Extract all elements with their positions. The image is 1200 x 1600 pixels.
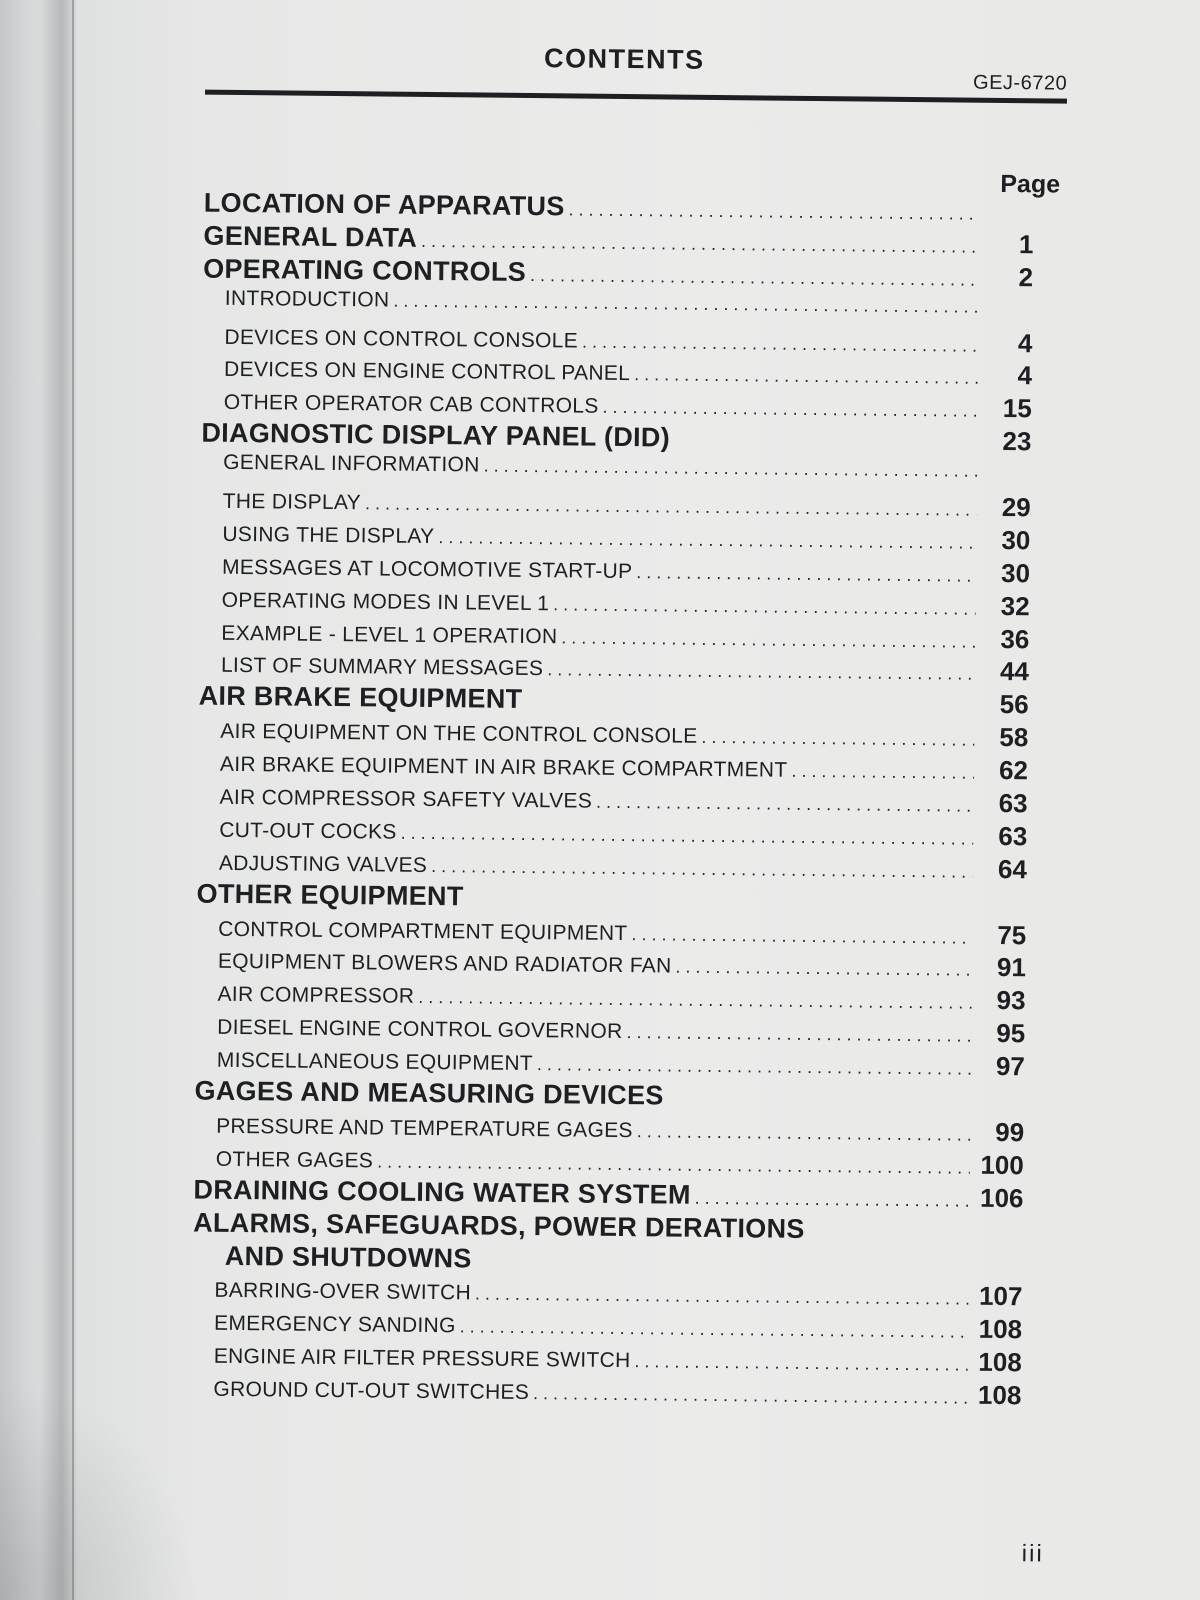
page-title: CONTENTS	[543, 43, 705, 75]
page-ref	[978, 910, 1026, 911]
page-ref: 62	[998, 755, 1029, 786]
subsection-title: USING THE DISPLAY	[222, 522, 435, 548]
page-ref: 93	[996, 985, 1026, 1016]
section-heading: AND SHUTDOWNS	[224, 1240, 472, 1273]
dot-leader	[561, 627, 975, 652]
dot-leader	[530, 265, 979, 291]
dot-leader	[537, 1054, 971, 1080]
dot-leader	[547, 660, 975, 685]
dot-leader	[438, 527, 976, 554]
dot-leader	[568, 199, 979, 224]
subsection-title: OTHER OPERATOR CAB CONTROLS	[223, 391, 599, 419]
page-ref: 44	[999, 656, 1030, 687]
page-column-label: Page	[1000, 169, 1061, 199]
page-ref	[986, 220, 1034, 221]
subsection-title: GENERAL INFORMATION	[223, 450, 480, 477]
subsection-title: EXAMPLE - LEVEL 1 OPERATION	[221, 621, 558, 648]
dot-leader	[431, 856, 973, 883]
subsection-title: ENGINE AIR FILTER PRESSURE SWITCH	[213, 1344, 631, 1373]
dot-leader	[791, 761, 974, 784]
page-ref: 36	[1000, 623, 1030, 654]
page-ref: 23	[1002, 426, 1032, 457]
subsection-title: THE DISPLAY	[222, 489, 362, 515]
dot-leader	[596, 792, 974, 817]
page-ref: 29	[1001, 491, 1031, 523]
dot-leader	[418, 987, 971, 1014]
page-ref: 63	[998, 820, 1028, 852]
page-ref: 95	[996, 1018, 1026, 1049]
section-heading: LOCATION OF APPARATUS	[203, 187, 565, 222]
subsection-title: LIST OF SUMMARY MESSAGES	[220, 654, 544, 681]
page-ref: 30	[1001, 524, 1031, 556]
subsection-title: CUT-OUT COCKS	[219, 818, 397, 844]
subsection-title: OTHER GAGES	[215, 1147, 374, 1173]
table-of-contents	[191, 188, 1034, 1414]
dot-leader	[634, 365, 978, 390]
subsection-title: AIR EQUIPMENT ON THE CONTROL CONSOLE	[220, 720, 698, 749]
subsection-title: INTRODUCTION	[224, 286, 390, 312]
subsection-title: EQUIPMENT BLOWERS AND RADIATOR FAN	[217, 950, 672, 979]
dot-leader	[533, 1383, 968, 1409]
page-ref	[975, 1272, 1023, 1273]
page-ref: 106	[979, 1182, 1024, 1213]
page-ref	[975, 1239, 1023, 1240]
dot-leader	[377, 1151, 970, 1178]
section-heading: OPERATING CONTROLS	[203, 253, 527, 287]
page-ref: 108	[977, 1379, 1022, 1411]
dot-leader	[484, 456, 978, 482]
page-ref: 75	[997, 919, 1027, 950]
subsection-title: OPERATING MODES IN LEVEL 1	[221, 588, 550, 615]
page-ref: 108	[978, 1346, 1022, 1378]
subsection-title: AIR BRAKE EQUIPMENT IN AIR BRAKE COMPARTMENT	[219, 752, 788, 782]
subsection-title: AIR COMPRESSOR	[217, 983, 415, 1009]
page-ref	[983, 477, 1031, 478]
dot-leader	[475, 1284, 969, 1310]
page-ref: 99	[995, 1116, 1025, 1148]
dot-leader	[637, 1121, 971, 1145]
page-ref: 15	[1002, 393, 1032, 424]
dot-leader	[393, 290, 979, 317]
section-heading: AIR BRAKE EQUIPMENT	[198, 680, 523, 715]
dot-leader	[631, 924, 972, 949]
page-ref: 107	[978, 1281, 1023, 1312]
page-edge	[72, 0, 74, 1600]
subsection-title: BARRING-OVER SWITCH	[214, 1279, 472, 1305]
dot-leader	[602, 397, 977, 422]
subsection-title: EMERGENCY SANDING	[213, 1312, 456, 1338]
section-heading: DIAGNOSTIC DISPLAY PANEL (DID)	[201, 417, 671, 453]
subsection-title: MESSAGES AT LOCOMOTIVE START-UP	[221, 555, 633, 583]
subsection-title: CONTROL COMPARTMENT EQUIPMENT	[218, 917, 628, 945]
dot-leader	[626, 1022, 971, 1047]
dot-leader	[365, 493, 977, 520]
subsection-title: DEVICES ON CONTROL CONSOLE	[224, 325, 579, 353]
page-ref: 2	[1018, 261, 1034, 293]
section-heading: ALARMS, SAFEGUARDS, POWER DERATIONS	[193, 1207, 805, 1244]
subsection-title: DEVICES ON ENGINE CONTROL PANEL	[223, 358, 631, 386]
section-heading: OTHER EQUIPMENT	[196, 878, 464, 912]
subsection-title: PRESSURE AND TEMPERATURE GAGES	[216, 1114, 633, 1143]
subsection-title: DIESEL ENGINE CONTROL GOVERNOR	[217, 1016, 623, 1044]
dot-leader	[401, 823, 974, 850]
dot-leader	[553, 594, 976, 619]
subsection-title: MISCELLANEOUS EQUIPMENT	[216, 1048, 534, 1076]
dot-leader	[695, 1188, 970, 1212]
page-ref	[976, 1108, 1024, 1109]
page-ref: 1	[1018, 229, 1034, 260]
book-spine-shadow	[40, 0, 76, 1600]
subsection-title: AIR COMPRESSOR SAFETY VALVES	[219, 785, 593, 813]
page-ref: 64	[997, 853, 1028, 885]
page-ref: 91	[996, 952, 1027, 983]
page-ref: 108	[978, 1314, 1023, 1345]
contents-page	[133, 0, 1100, 1600]
page-ref: 4	[1017, 327, 1033, 358]
page-ref: 58	[999, 722, 1029, 753]
dot-leader	[675, 957, 972, 981]
dot-leader	[421, 231, 980, 258]
page-ref: 100	[980, 1149, 1024, 1181]
page-ref: 56	[999, 689, 1029, 720]
document-id: GEJ-6720	[972, 71, 1068, 95]
page-ref	[985, 312, 1033, 313]
page-ref: 30	[1000, 557, 1031, 589]
header-rule	[205, 90, 1067, 104]
dot-leader	[634, 1351, 967, 1375]
subsection-title: ADJUSTING VALVES	[218, 851, 428, 877]
page-ref: 97	[995, 1051, 1026, 1082]
page-number: iii	[1021, 1540, 1044, 1568]
page-ref: 63	[998, 787, 1028, 819]
section-heading: DRAINING COOLING WATER SYSTEM	[193, 1174, 691, 1210]
dot-leader	[460, 1317, 969, 1343]
section-heading: GENERAL DATA	[203, 220, 418, 253]
page-ref: 32	[1000, 590, 1030, 621]
subsection-title: GROUND CUT-OUT SWITCHES	[213, 1377, 530, 1405]
section-heading: GAGES AND MEASURING DEVICES	[194, 1075, 664, 1111]
dot-leader	[636, 562, 976, 587]
page-ref: 4	[1017, 360, 1033, 391]
dot-leader	[701, 727, 974, 751]
dot-leader	[582, 331, 979, 356]
